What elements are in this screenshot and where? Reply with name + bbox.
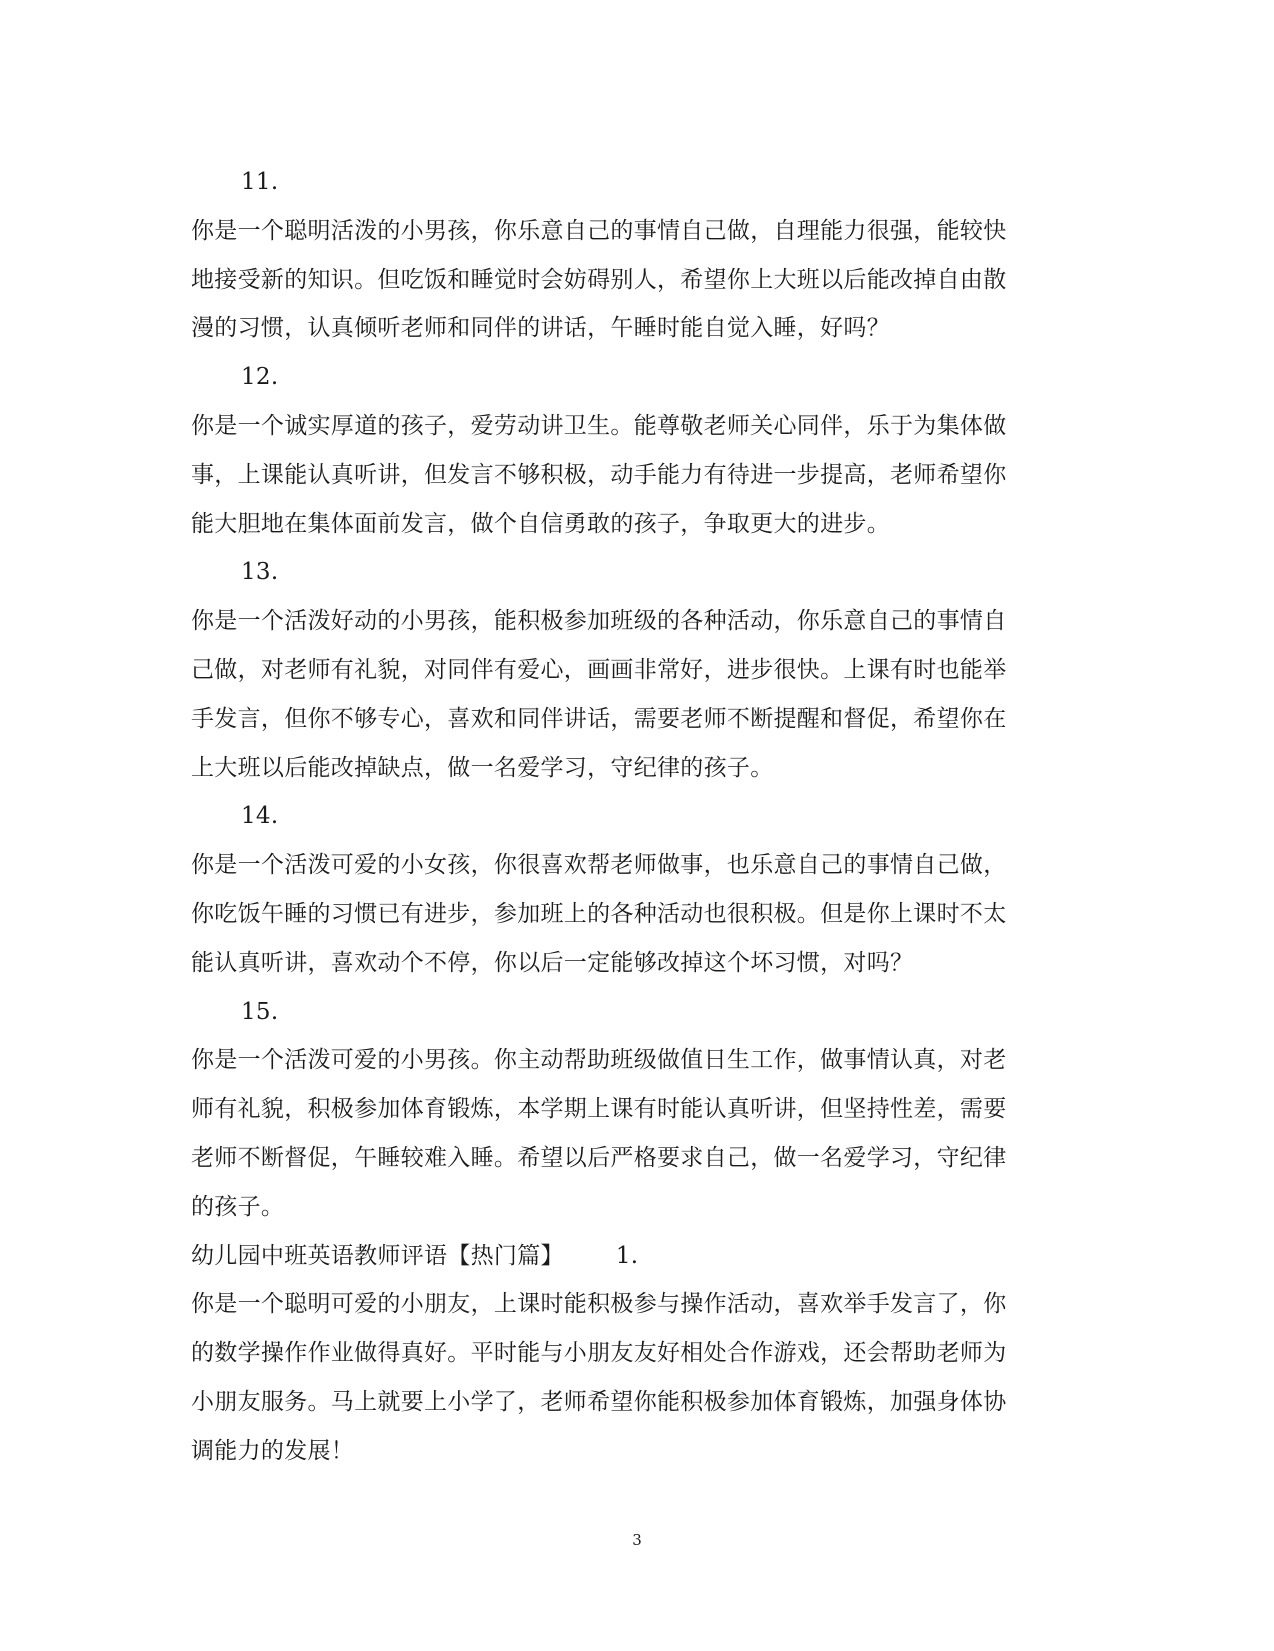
item-number: 1. — [615, 1242, 639, 1269]
section-heading — [191, 1232, 1071, 1281]
paragraph-line: 地接受新的知识。但吃饭和睡觉时会妨碍别人，希望你上大班以后能改掉自由散 — [191, 266, 1007, 293]
item-number: 15. — [241, 998, 279, 1025]
paragraph-line: 能大胆地在集体面前发言，做个自信勇敢的孩子，争取更大的进步。 — [191, 510, 890, 537]
paragraph-line: 师有礼貌，积极参加体育锻炼，本学期上课有时能认真听讲，但坚持性差，需要 — [191, 1096, 1007, 1123]
paragraph-line: 小朋友服务。马上就要上小学了，老师希望你能积极参加体育锻炼，加强身体协 — [191, 1388, 1007, 1415]
page-number: 3 — [632, 1531, 642, 1549]
paragraph-line: 的数学操作作业做得真好。平时能与小朋友友好相处合作游戏，还会帮助老师为 — [191, 1340, 1007, 1367]
paragraph-line: 你是一个活泼好动的小男孩，能积极参加班级的各种活动，你乐意自己的事情自 — [191, 608, 1007, 635]
paragraph-line: 你是一个活泼可爱的小女孩，你很喜欢帮老师做事，也乐意自己的事情自己做， — [191, 852, 1007, 879]
paragraph-line: 你是一个聪明活泼的小男孩，你乐意自己的事情自己做，自理能力很强，能较快 — [191, 217, 1007, 244]
paragraph-line: 你是一个诚实厚道的孩子，爱劳动讲卫生。能尊敬老师关心同伴，乐于为集体做 — [191, 412, 1007, 439]
paragraph-line: 调能力的发展！ — [191, 1437, 355, 1464]
paragraph-line: 事，上课能认真听讲，但发言不够积极，动手能力有待进一步提高，老师希望你 — [191, 461, 1007, 488]
paragraph-line: 手发言，但你不够专心，喜欢和同伴讲话，需要老师不断提醒和督促，希望你在 — [191, 705, 1007, 732]
paragraph-line: 你吃饭午睡的习惯已有进步，参加班上的各种活动也很积极。但是你上课时不太 — [191, 900, 1007, 927]
item-number: 13. — [241, 559, 279, 586]
document-body — [191, 158, 1071, 1476]
item-number: 14. — [241, 803, 279, 830]
paragraph-line: 上大班以后能改掉缺点，做一名爱学习，守纪律的孩子。 — [191, 754, 774, 781]
paragraph-line: 的孩子。 — [191, 1193, 285, 1220]
paragraph-line: 能认真听讲，喜欢动个不停，你以后一定能够改掉这个坏习惯，对吗？ — [191, 949, 914, 976]
paragraph-line: 老师不断督促，午睡较难入睡。希望以后严格要求自己，做一名爱学习，守纪律 — [191, 1144, 1007, 1171]
paragraph-line: 你是一个聪明可爱的小朋友，上课时能积极参与操作活动，喜欢举手发言了，你 — [191, 1291, 1007, 1318]
paragraph-line: 你是一个活泼可爱的小男孩。你主动帮助班级做值日生工作，做事情认真，对老 — [191, 1047, 1007, 1074]
item-number: 11. — [241, 169, 279, 195]
paragraph-line: 漫的习惯，认真倾听老师和同伴的讲话，午睡时能自觉入睡，好吗？ — [191, 315, 890, 342]
section-heading-text: 幼儿园中班英语教师评语【热门篇】 — [191, 1242, 564, 1269]
paragraph-line: 己做，对老师有礼貌，对同伴有爱心，画画非常好，进步很快。上课有时也能举 — [191, 656, 1007, 683]
item-number: 12. — [241, 364, 279, 391]
